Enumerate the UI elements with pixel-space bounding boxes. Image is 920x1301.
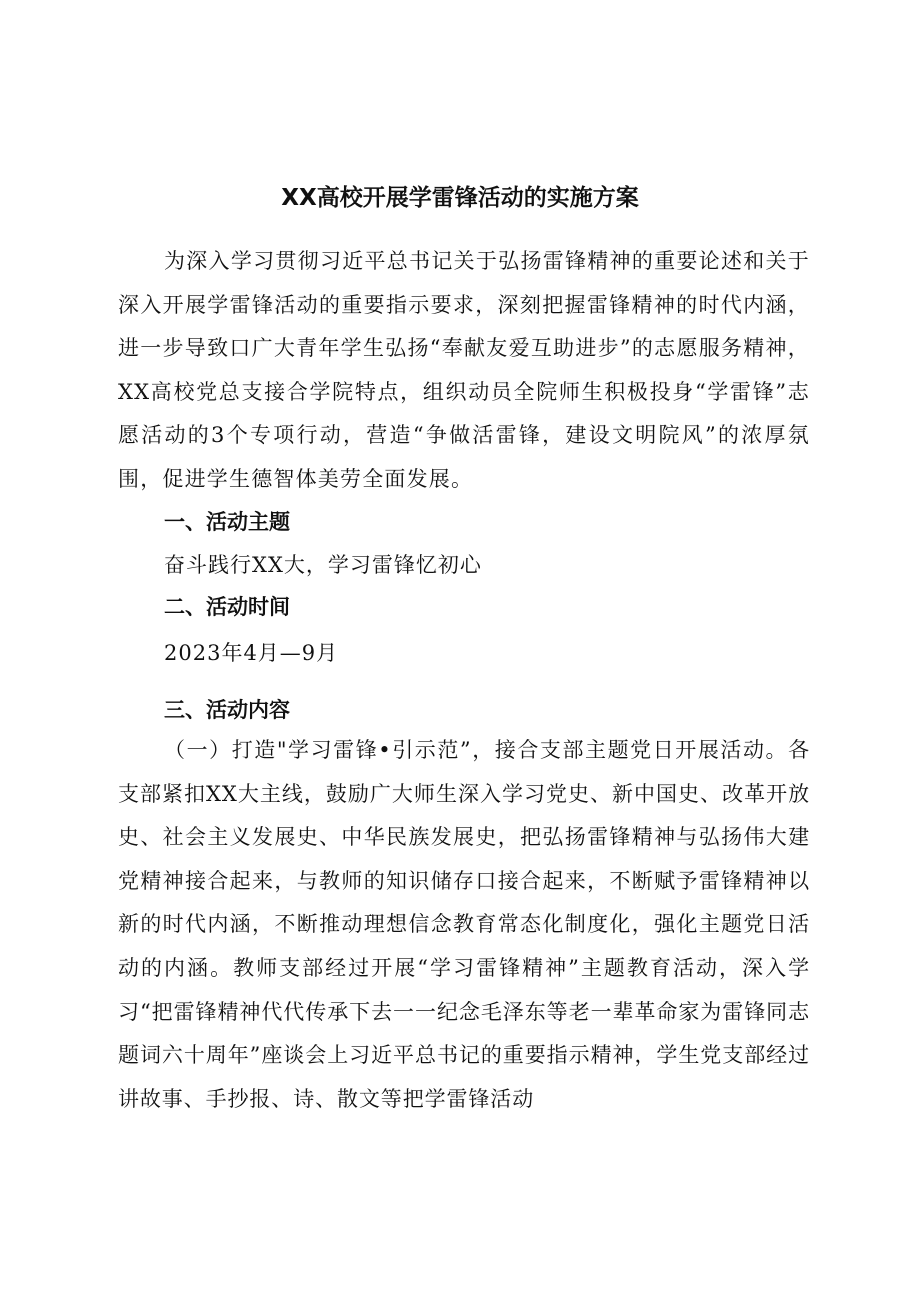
section-body-content: （一）打造"学习雷锋•引示范”，接合支部主题党日开展活动。各支部紧扣XX大主线，鼓励广大师生深入学习党史、新中国史、改革开放史、社会主义发展史、中华民族发展史，把弘扬雷锋精神与弘扬伟大建党精神接合起来，与教师的知识储存口接合起来，不断赋予雷锋精神以新的时代内涵，不断推动理想信念教育常态化制度化，强化主题党日活动的内涵。教师支部经过开展“学习雷锋精神”主题教育活动，深入学习“把雷锋精神代代传承下去一一纪念毛泽东等老一辈革命家为雷锋同志题词六十周年”座谈会上习近平总书记的重要指示精神，学生党支部经过讲故事、手抄报、诗、散文等把学雷锋活动 (118, 738, 810, 1111)
section-body-time: 2023年4月—9月 (164, 641, 339, 665)
section-heading-time: 二、活动时间 (164, 595, 290, 619)
section-heading-theme: 一、活动主题 (164, 510, 290, 534)
document-title: XX高校开展学雷锋活动的实施方案 (281, 185, 639, 211)
intro-paragraph: 为深入学习贯彻习近平总书记关于弘扬雷锋精神的重要论述和关于深入开展学雷锋活动的重要指示要求，深刻把握雷锋精神的时代内涵，进一步导致口广大青年学生弘扬“奉献友爱互助进步”的志愿服务精神，XX高校党总支接合学院特点，组织动员全院师生积极投身“学雷锋”志愿活动的3个专项行动，营造“争做活雷锋，建设文明院风”的浓厚氛围，促进学生德智体美劳全面发展。 (118, 249, 810, 491)
section-heading-content: 三、活动内容 (164, 698, 290, 722)
section-body-theme: 奋斗践行XX大，学习雷锋忆初心 (164, 553, 482, 577)
